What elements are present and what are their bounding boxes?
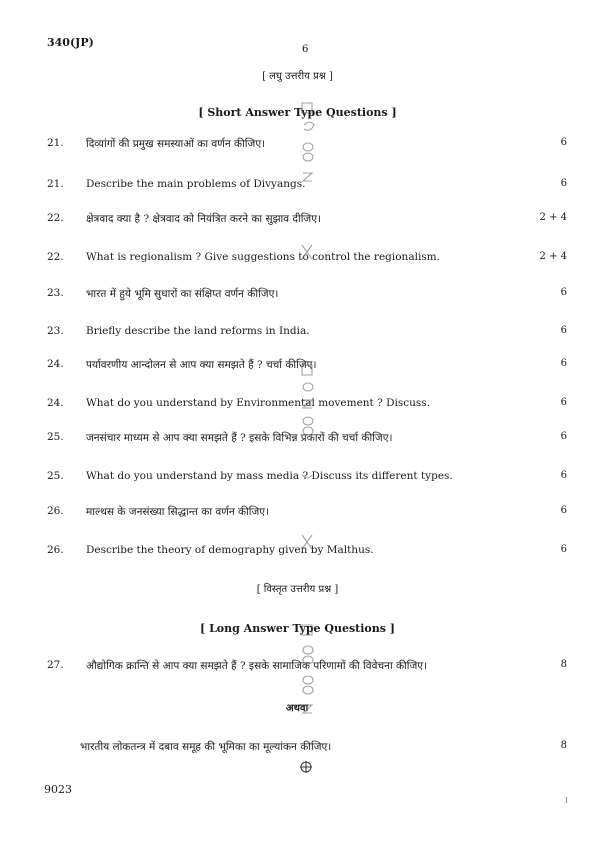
question-text: औद्योगिक क्रान्ति से आप क्या समझते हैं ? इसके सामाजिक परिणामों की विवेचना कीजिए। (86, 660, 428, 672)
question-number: 27. (47, 659, 64, 671)
question-text: Briefly describe the land reforms in India. (86, 325, 310, 337)
question-number: 24. (47, 358, 64, 370)
section-heading-short-hindi: [ लघु उत्तरीय प्रश्न ] (262, 71, 333, 82)
question-marks: 2 + 4 (539, 251, 567, 262)
question-marks: 2 + 4 (539, 212, 567, 223)
section-heading-long-english: [ Long Answer Type Questions ] (200, 622, 395, 635)
question-text: What do you understand by Environmental movement ? Discuss. (86, 397, 430, 409)
question-text: Describe the main problems of Divyangs. (86, 178, 306, 190)
section-heading-long-hindi: [ विस्तृत उत्तरीय प्रश्न ] (256, 584, 339, 595)
question-marks: 6 (560, 544, 567, 555)
question-marks: 6 (560, 325, 567, 336)
footer-code: 9023 (44, 783, 72, 796)
question-text: माल्थस के जनसंख्या सिद्धान्त का वर्णन कीजिए। (86, 506, 270, 518)
watermark-stamp (296, 95, 322, 755)
question-marks: 6 (560, 470, 567, 481)
registration-mark-icon (300, 758, 312, 777)
question-marks: 6 (560, 505, 567, 516)
or-separator: अथवा (286, 703, 309, 714)
question-number: 22. (47, 251, 64, 263)
question-number: 25. (47, 431, 64, 443)
question-text: भारतीय लोकतन्त्र में दबाव समूह की भूमिका का मूल्यांकन कीजिए। (80, 741, 332, 753)
question-number: 24. (47, 397, 64, 409)
question-text: Describe the theory of demography given by Malthus. (86, 544, 374, 556)
question-text: What is regionalism ? Give suggestions to control the regionalism. (86, 251, 440, 263)
question-marks: 6 (560, 137, 567, 148)
question-number: 23. (47, 287, 64, 299)
question-number: 23. (47, 325, 64, 337)
margin-mark (566, 797, 567, 803)
question-marks: 6 (560, 431, 567, 442)
question-marks: 8 (560, 659, 567, 670)
question-number: 21. (47, 137, 64, 149)
question-number: 21. (47, 178, 64, 190)
section-heading-short-english: [ Short Answer Type Questions ] (198, 106, 397, 119)
question-text: दिव्यांगों की प्रमुख समस्याओं का वर्णन कीजिए। (86, 138, 266, 150)
question-text: क्षेत्रवाद क्या है ? क्षेत्रवाद को नियंत्रित करने का सुझाव दीजिए। (86, 213, 321, 225)
question-text: जनसंचार माध्यम से आप क्या समझते हैं ? इसके विभिन्न प्रकारों की चर्चा कीजिए। (86, 432, 393, 444)
question-number: 26. (47, 544, 64, 556)
paper-code: 340(JP) (47, 36, 94, 49)
question-marks: 6 (560, 397, 567, 408)
question-number: 22. (47, 212, 64, 224)
question-text: पर्यावरणीय आन्दोलन से आप क्या समझते हैं ? चर्चा कीजिए। (86, 359, 317, 371)
question-marks: 6 (560, 358, 567, 369)
question-number: 26. (47, 505, 64, 517)
question-marks: 6 (560, 287, 567, 298)
question-number: 25. (47, 470, 64, 482)
question-text: What do you understand by mass media ? Discuss its different types. (86, 470, 453, 482)
question-marks: 8 (560, 740, 567, 751)
question-marks: 6 (560, 178, 567, 189)
page-number: 6 (302, 44, 309, 55)
question-text: भारत में हुये भूमि सुधारों का संक्षिप्त वर्णन कीजिए। (86, 288, 279, 300)
